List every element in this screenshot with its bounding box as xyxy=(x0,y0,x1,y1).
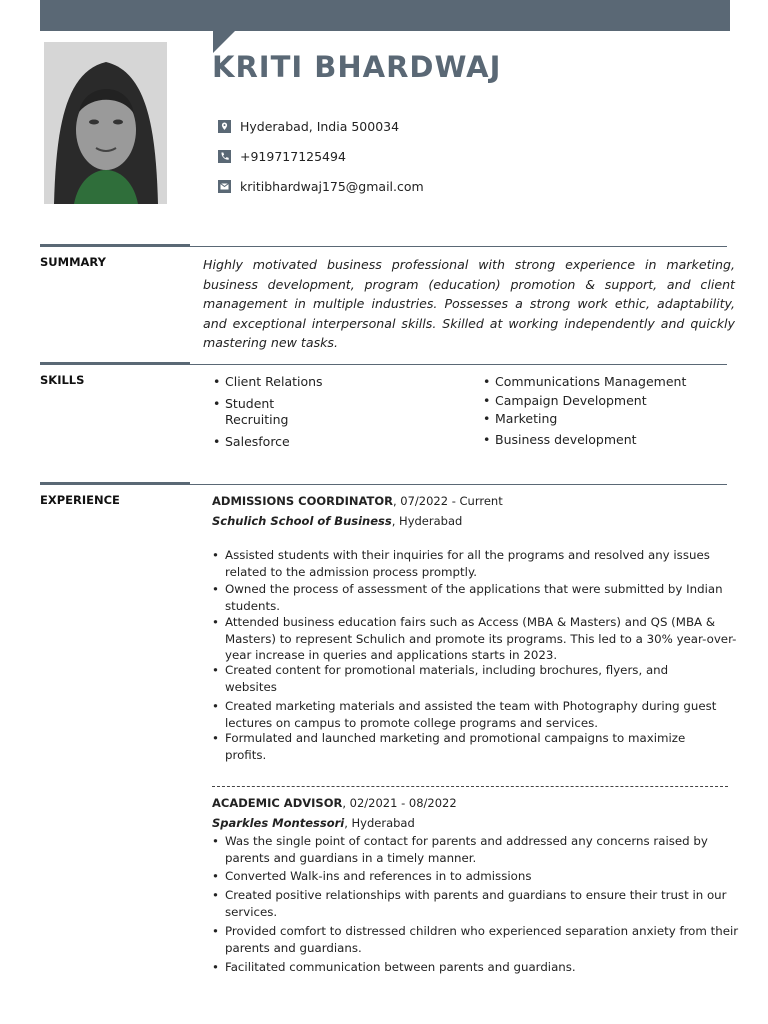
job-title: ADMISSIONS COORDINATOR xyxy=(212,494,393,508)
job-bullet: • Was the single point of contact for parents and addressed any concerns raised by parents and guardians in a timely manner. xyxy=(212,833,741,866)
phone-text: +919717125494 xyxy=(240,149,346,164)
skill-item: • Communications Management xyxy=(483,374,686,390)
job-bullet: • Created marketing materials and assisted the team with Photography during guest lectures on campus to promote college programs and services. xyxy=(212,698,741,731)
skills-heading: SKILLS xyxy=(40,373,85,387)
job-dates: , 07/2022 - Current xyxy=(392,494,503,508)
job-org-line xyxy=(212,514,462,528)
job-dates: , 02/2021 - 08/2022 xyxy=(342,796,457,810)
skill-item: • Marketing xyxy=(483,411,557,427)
experience-rule xyxy=(190,484,727,485)
skills-rule-accent xyxy=(40,362,190,365)
job-bullet: • Created positive relationships with parents and guardians to ensure their trust in our services. xyxy=(212,887,741,920)
skill-item: • Business development xyxy=(483,432,637,448)
skill-item: • Student Recruiting xyxy=(213,396,305,428)
profile-photo xyxy=(44,42,167,204)
skill-item: • Salesforce xyxy=(213,434,290,450)
job-divider xyxy=(212,786,728,787)
job-bullet: • Converted Walk-ins and references in to admissions xyxy=(212,868,741,885)
email-text[interactable]: kritibhardwaj175@gmail.com xyxy=(240,179,424,194)
summary-text: Highly motivated business professional with strong experience in marketing, business development, program (education) promotion & support, and client management in multiple industries. Possesses a strong work ethic, adaptability, and exceptional interpersonal skills. Skilled at working independently and quickly mastering new tasks. xyxy=(203,257,735,350)
summary-rule-accent xyxy=(40,244,190,247)
job-bullet: • Provided comfort to distressed children who experienced separation anxiety from their parents and guardians. xyxy=(212,923,741,956)
job-bullet: • Created content for promotional materials, including brochures, flyers, and websites xyxy=(212,662,695,695)
job-bullet: • Facilitated communication between parents and guardians. xyxy=(212,959,741,976)
experience-heading: EXPERIENCE xyxy=(40,493,120,507)
contact-address xyxy=(218,119,399,134)
address-text: Hyderabad, India 500034 xyxy=(240,119,400,134)
envelope-icon xyxy=(218,180,231,193)
contact-email xyxy=(218,179,424,194)
job-org: Sparkles Montessori xyxy=(212,816,345,830)
skill-item: • Campaign Development xyxy=(483,393,647,409)
location-pin-icon xyxy=(218,120,231,133)
phone-icon xyxy=(218,150,231,163)
summary-heading: SUMMARY xyxy=(40,255,106,269)
job-bullet: • Formulated and launched marketing and promotional campaigns to maximize profits. xyxy=(212,730,715,763)
job-location: , Hyderabad xyxy=(344,816,415,830)
job-org-line xyxy=(212,816,415,830)
job-title-line xyxy=(212,494,503,508)
job-bullet: • Attended business education fairs such as Access (MBA & Masters) and QS (MBA & Masters) to represent Schulich and promote its programs. This led to a 30% year-over-year increase in queries and applications starts in 2023. xyxy=(212,614,741,664)
job-location: , Hyderabad xyxy=(391,514,463,528)
experience-rule-accent xyxy=(40,482,190,485)
skill-item: • Client Relations xyxy=(213,374,323,390)
skills-rule xyxy=(190,364,727,365)
candidate-name: KRITI BHARDWAJ xyxy=(212,50,502,84)
summary-rule xyxy=(190,246,727,247)
job-bullet: • Assisted students with their inquiries for all the programs and resolved any issues related to the admission process promptly. xyxy=(212,547,741,580)
job-title-line xyxy=(212,796,457,810)
job-title: ACADEMIC ADVISOR xyxy=(212,796,343,810)
job-org: Schulich School of Business xyxy=(212,514,392,528)
job-bullet: • Owned the process of assessment of the applications that were submitted by Indian students. xyxy=(212,581,741,614)
contact-phone xyxy=(218,149,346,164)
header-bar xyxy=(40,0,730,31)
